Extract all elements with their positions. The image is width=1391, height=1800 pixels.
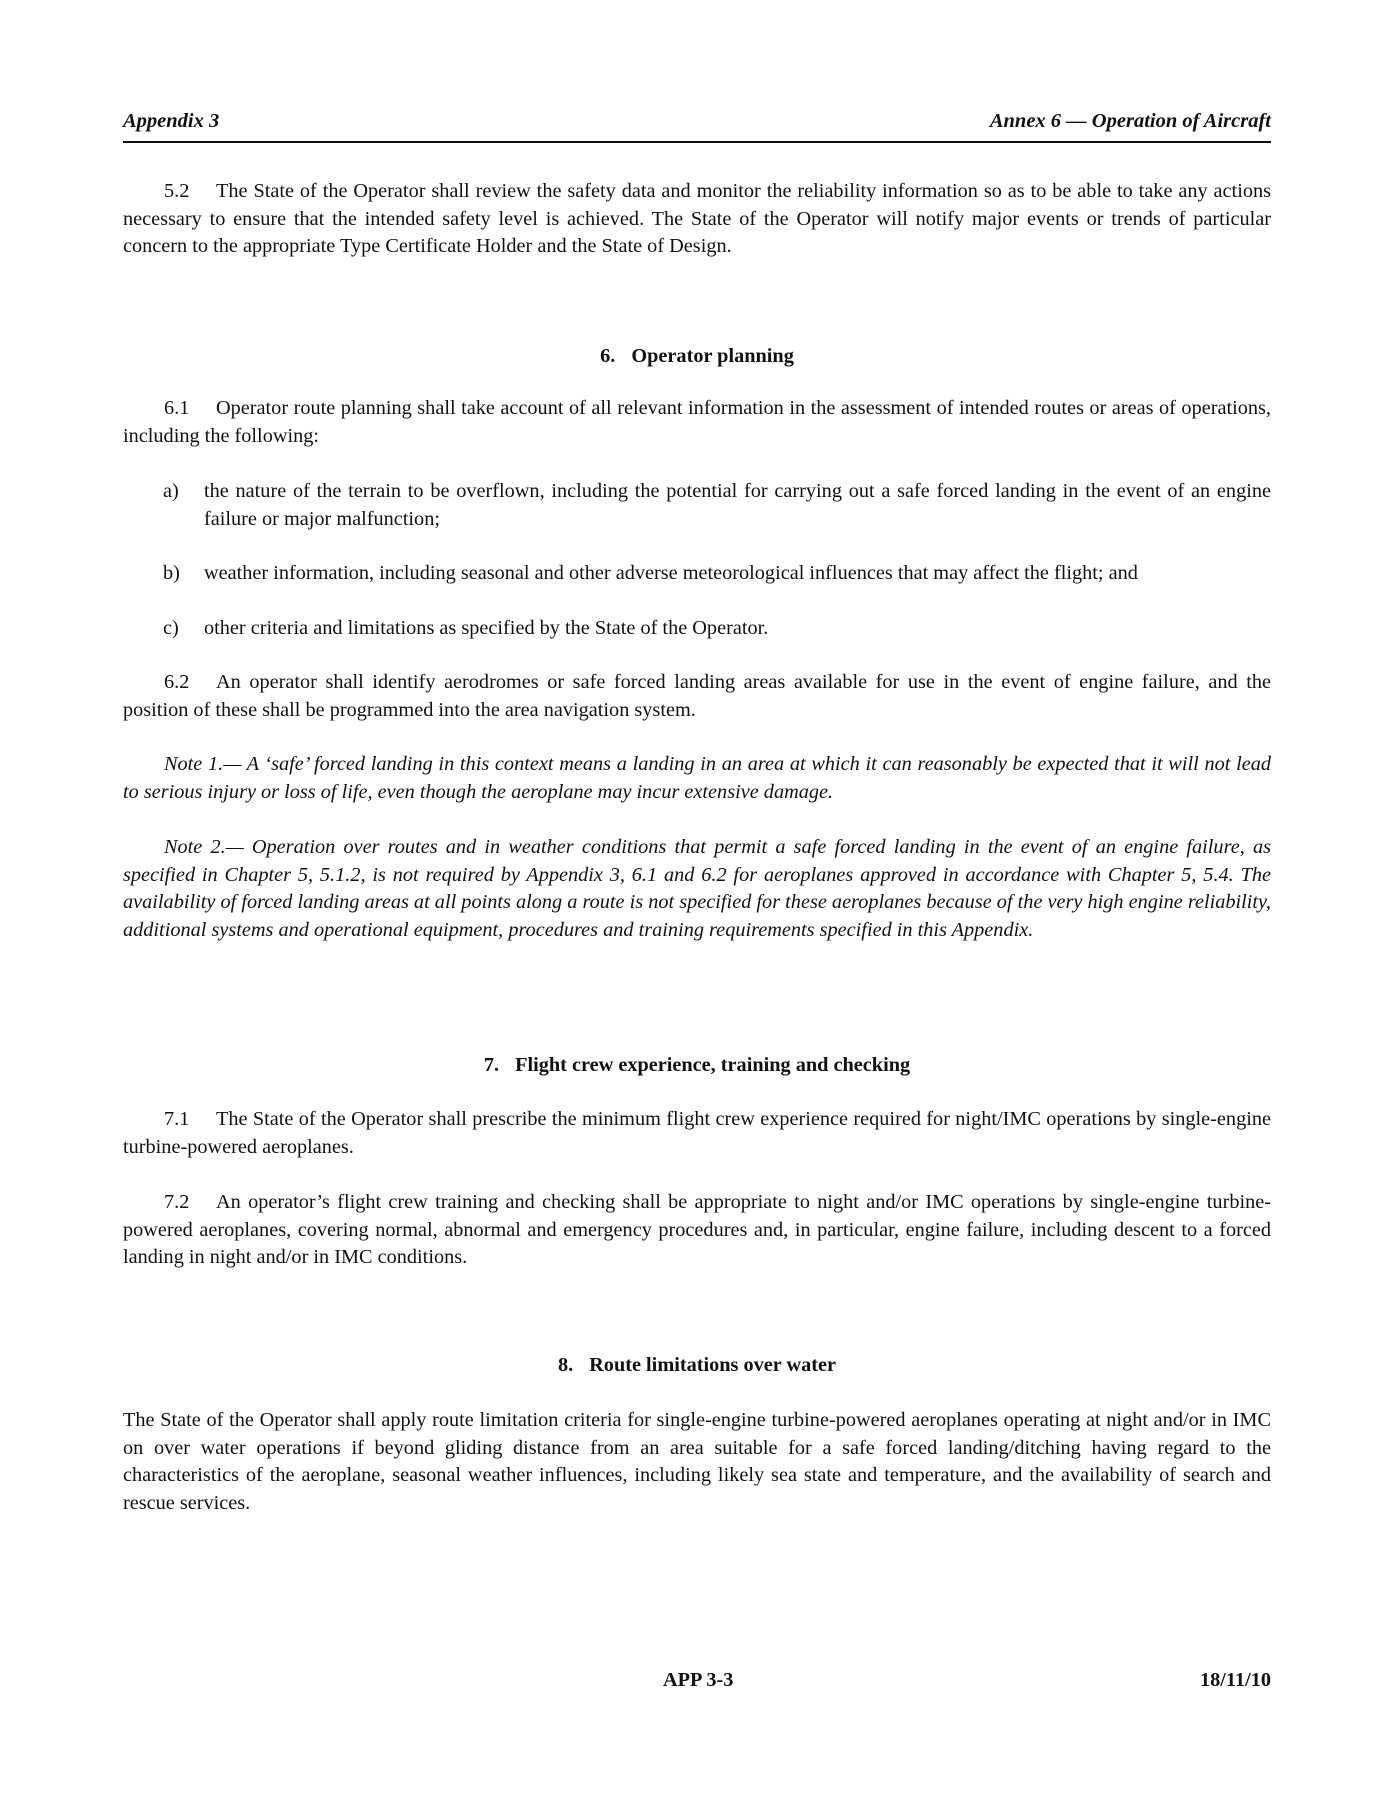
paragraph-5-2: [123, 178, 1271, 261]
paragraph-6-1: [123, 395, 1271, 450]
section-heading-6: [123, 343, 1271, 371]
heading-title: Route limitations over water: [589, 1354, 837, 1376]
para-text: The State of the Operator shall review the safety data and monitor the reliability information so as to be able to take any actions necessary to ensure that the intended safety level is achieved. The State of the Operator will notify major events or trends of particular concern to the appropriate Type Certificate Holder and the State of Design.: [123, 180, 1271, 258]
list-label: a): [163, 480, 179, 502]
list-text: other criteria and limitations as specified by the State of the Operator.: [204, 617, 769, 639]
para-text: Operator route planning shall take account of all relevant information in the assessment of intended routes or areas of operations, including the following:: [123, 397, 1271, 447]
page-number: APP 3-3: [663, 1669, 734, 1691]
para-text: The State of the Operator shall prescribe the minimum flight crew experience required for night/IMC operations by single-engine turbine-powered aeroplanes.: [123, 1108, 1271, 1158]
paragraph-7-2: [123, 1189, 1271, 1272]
header-left: Appendix 3: [123, 110, 220, 132]
note-2: Note 2.— Operation over routes and in weather conditions that permit a safe forced landing in the event of an engine failure, as specified in Chapter 5, 5.1.2, is not required by Appendix 3, 6.1 and 6.2 for aeroplanes approved in accordance with Chapter 5, 5.4. The availability of forced landing areas at all points along a route is not specified for these aeroplanes because of the very high engine reliability, additional systems and operational equipment, procedures and training requirements specified in this Appendix.: [123, 836, 1271, 941]
list-item-a: [123, 478, 1271, 533]
list-text: the nature of the terrain to be overflown, including the potential for carrying out a safe forced landing in the event of an engine failure or major malfunction;: [204, 480, 1271, 530]
list-text: weather information, including seasonal and other adverse meteorological influences that may affect the flight; and: [204, 562, 1138, 584]
para-number: 6.2: [164, 671, 190, 693]
para-text: An operator’s flight crew training and checking shall be appropriate to night and/or IMC operations by single-engine turbine-powered aeroplanes, covering normal, abnormal and emergency procedures and, in particular, engine failure, including descent to a forced landing in night and/or in IMC conditions.: [123, 1191, 1271, 1269]
header-rule: [123, 141, 1271, 143]
list-item-c: [123, 615, 1271, 643]
section-heading-7: [123, 1052, 1271, 1080]
para-number: 6.1: [164, 397, 190, 419]
heading-number: 6.: [600, 345, 616, 367]
section-heading-8: [123, 1352, 1271, 1380]
page-header: [123, 110, 1271, 138]
para-number: 5.2: [164, 180, 190, 202]
heading-number: 7.: [483, 1054, 500, 1076]
heading-title: Operator planning: [631, 345, 794, 367]
footer-date: 18/11/10: [1200, 1669, 1271, 1691]
para-text: An operator shall identify aerodromes or safe forced landing areas available for use in the event of engine failure, and the position of these shall be programmed into the area navigation system.: [123, 671, 1271, 721]
header-right: Annex 6 — Operation of Aircraft: [989, 110, 1271, 132]
heading-title: Flight crew experience, training and checking: [515, 1054, 911, 1076]
paragraph-6-2: [123, 669, 1271, 724]
list-label: b): [163, 562, 180, 584]
para-number: 7.2: [164, 1191, 190, 1213]
paragraph-8: The State of the Operator shall apply route limitation criteria for single-engine turbine-powered aeroplanes operating at night and/or in IMC on over water operations if beyond gliding distance from an area suitable for a safe forced landing/ditching having regard to the characteristics of the aeroplane, seasonal weather influences, including likely sea state and temperature, and the availability of search and rescue services.: [123, 1409, 1271, 1514]
list-label: c): [163, 617, 179, 639]
paragraph-7-1: [123, 1106, 1271, 1161]
note-1: Note 1.— A ‘safe’ forced landing in this context means a landing in an area at which it can reasonably be expected that it will not lead to serious injury or loss of life, even though the aeroplane may incur extensive damage.: [123, 753, 1271, 803]
list-item-b: [123, 560, 1271, 588]
para-number: 7.1: [164, 1108, 190, 1130]
heading-number: 8.: [557, 1354, 574, 1376]
